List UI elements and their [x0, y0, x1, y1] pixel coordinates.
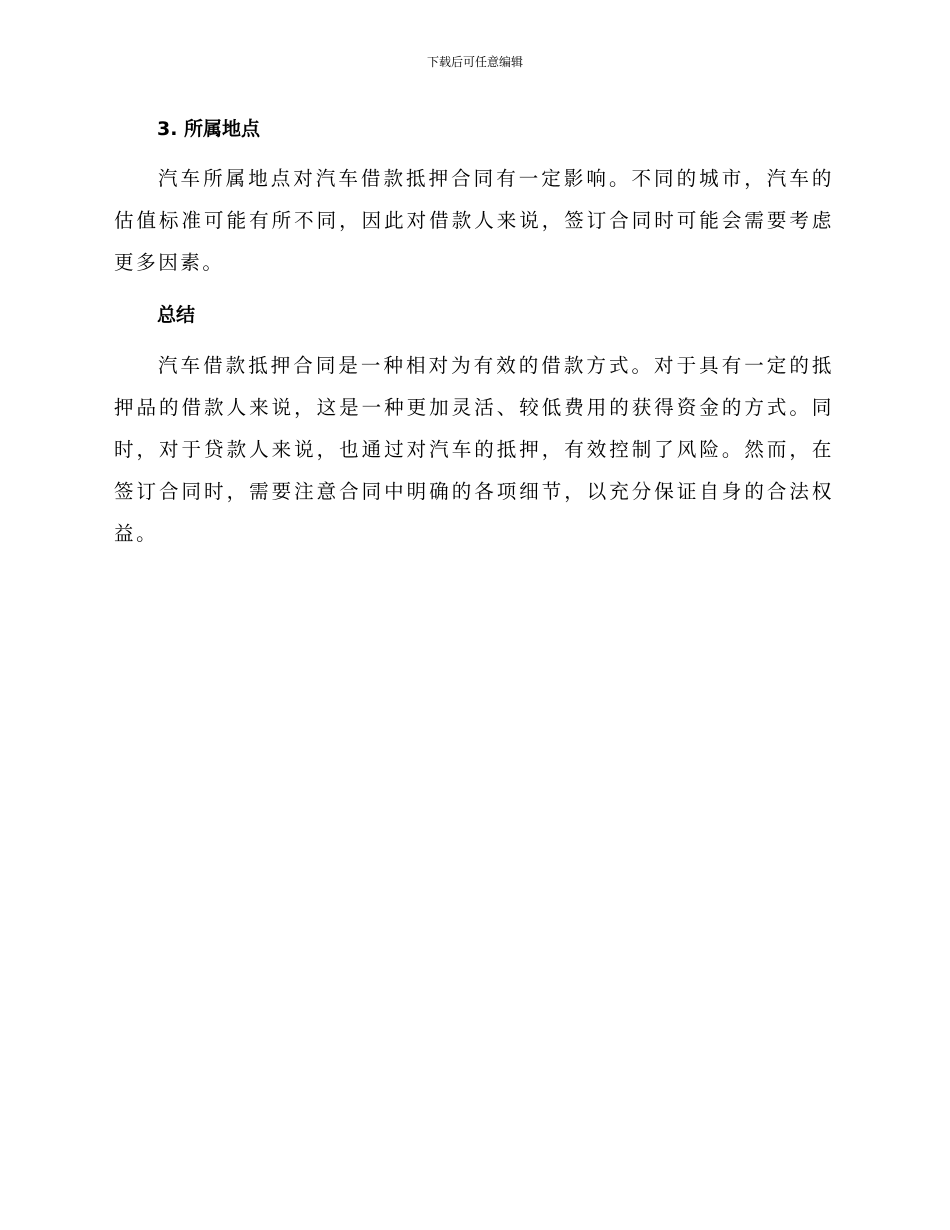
- section-heading-location: 3. 所属地点: [157, 118, 261, 140]
- section-paragraph-location: 汽车所属地点对汽车借款抵押合同有一定影响。不同的城市，汽车的估值标准可能有所不同，因此对借款人来说，签订合同时可能会需要考虑更多因素。: [114, 167, 834, 274]
- page-header: 下载后可任意编辑: [426, 55, 523, 69]
- section-heading-summary: 总结: [157, 304, 196, 326]
- section-paragraph-summary: 汽车借款抵押合同是一种相对为有效的借款方式。对于具有一定的抵押品的借款人来说，这是一种更加灵活、较低费用的获得资金的方式。同时，对于贷款人来说，也通过对汽车的抵押，有效控制了风险。然而，在签订合同时，需要注意合同中明确的各项细节，以充分保证自身的合法权益。: [114, 354, 834, 545]
